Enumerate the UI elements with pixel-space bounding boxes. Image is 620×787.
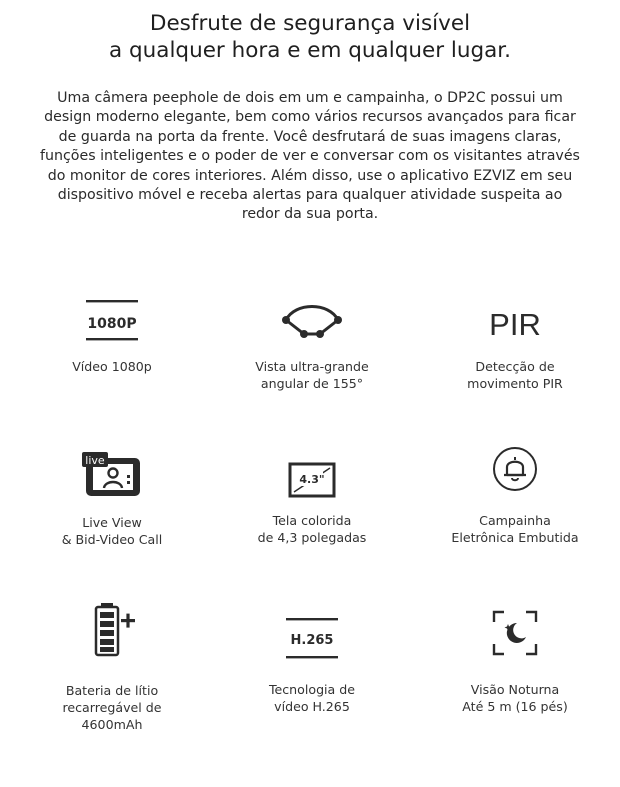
- feature-label: [222, 358, 402, 392]
- feature-label-line-3: 4600mAh: [81, 717, 143, 732]
- feature-label-line-2: de 4,3 polegadas: [257, 530, 367, 545]
- screen-size-icon: [282, 458, 342, 502]
- wide-angle-icon: [279, 296, 345, 346]
- screen-size-icon-text: 4.3": [299, 473, 325, 486]
- h265-icon: [282, 616, 342, 662]
- feature-label-line-2: Até 5 m (16 pés): [462, 699, 568, 714]
- battery-icon: [82, 602, 142, 658]
- feature-label: [222, 512, 402, 546]
- feature-label: [22, 514, 202, 548]
- feature-label: [425, 512, 605, 546]
- feature-label-line-2: movimento PIR: [467, 376, 563, 391]
- video-1080p-icon: [82, 298, 142, 344]
- feature-label: [22, 682, 202, 733]
- feature-label-line-1: Campainha: [479, 513, 551, 528]
- h265-icon-text: H.265: [290, 633, 334, 648]
- feature-label-line-1: Detecção de: [475, 359, 555, 374]
- feature-label-line-1: Live View: [82, 515, 142, 530]
- feature-label: [22, 358, 202, 375]
- bell-icon: [490, 444, 540, 494]
- intro-paragraph: Uma câmera peephole de dois em um e campainha, o DP2C possui um design moderno elegante, bem como vários recursos avançados para ficar de guarda na porta da frente. Você desfrutará de suas imagens claras, funções inteligentes e o poder de ver e conversar com os visitantes através do monitor de cores interiores. Além disso, use o aplicativo EZVIZ em seu dispositivo móvel e receba alertas para qualquer atividade suspeita ao redor da sua porta.: [40, 90, 580, 223]
- live-icon-text: live: [85, 454, 105, 467]
- feature-label-line-1: Tela colorida: [272, 513, 352, 528]
- headline-line-1: Desfrute de segurança visível: [149, 11, 471, 36]
- feature-label-line-1: Bateria de lítio: [65, 683, 159, 698]
- feature-label-line-2: vídeo H.265: [274, 699, 350, 714]
- feature-label-line-1: Vídeo 1080p: [72, 359, 152, 374]
- pir-icon: [482, 298, 548, 344]
- night-vision-icon: [490, 608, 540, 658]
- video-1080p-icon-text: 1080P: [87, 316, 137, 332]
- feature-label: [222, 681, 402, 715]
- headline-line-2: a qualquer hora e em qualquer lugar.: [108, 38, 512, 63]
- feature-label-line-2: & Bid-Video Call: [61, 532, 163, 547]
- pir-icon-text: PIR: [489, 307, 541, 342]
- feature-label-line-2: Eletrônica Embutida: [451, 530, 579, 545]
- feature-label-line-1: Visão Noturna: [470, 682, 560, 697]
- feature-label-line-2: angular de 155°: [260, 376, 364, 391]
- feature-label: [425, 681, 605, 715]
- page-title: [0, 10, 620, 64]
- feature-label-line-1: Tecnologia de: [268, 682, 356, 697]
- feature-label-line-1: Vista ultra-grande: [255, 359, 369, 374]
- live-view-icon: [77, 450, 147, 500]
- feature-label: [425, 358, 605, 392]
- feature-label-line-2: recarregável de: [62, 700, 162, 715]
